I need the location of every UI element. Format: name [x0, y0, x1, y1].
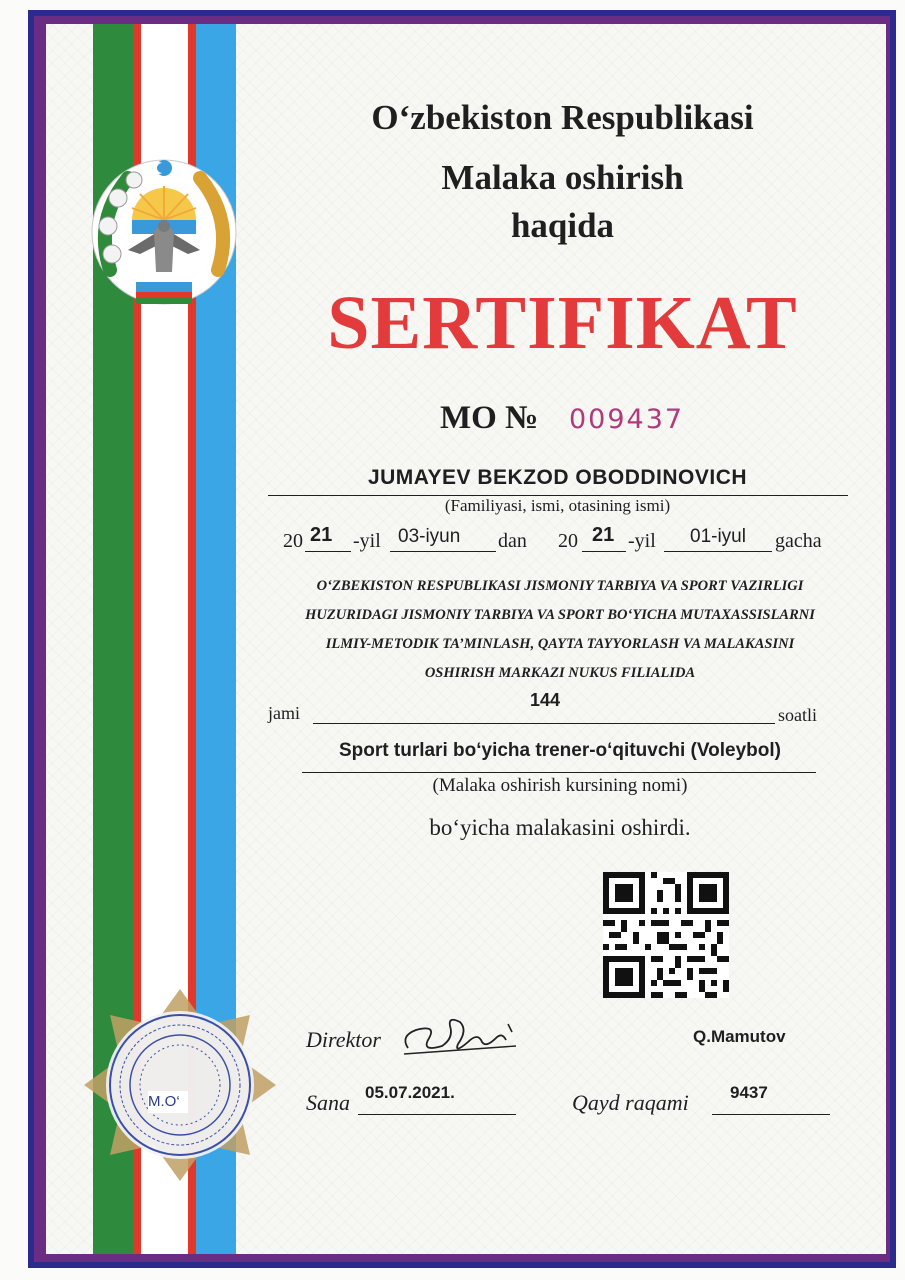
start-year: 21	[310, 524, 333, 546]
course-name: Sport turlari bo‘yicha trener-o‘qituvchi (Voleybol)	[339, 740, 781, 761]
header-line-2: Malaka oshirish	[441, 158, 684, 197]
from-word: dan	[498, 530, 527, 552]
hours-prefix: jami	[268, 703, 300, 723]
hours-suffix: soatli	[778, 705, 817, 725]
series-number: 009437	[569, 404, 685, 435]
date-value: 05.07.2021.	[365, 1083, 455, 1102]
start-date: 03-iyun	[398, 526, 461, 547]
qr-code	[603, 872, 729, 998]
end-year: 21	[592, 524, 615, 546]
start-date-underline	[390, 551, 496, 552]
official-seal-icon	[80, 985, 280, 1185]
series-label: MO №	[440, 400, 539, 436]
course-result: bo‘yicha malakasini oshirdi.	[429, 815, 691, 840]
institution-line-1: O‘ZBEKISTON RESPUBLIKASI JISMONIY TARBIYA VA SPORT VAZIRLIGI	[316, 578, 804, 594]
signature-icon	[398, 1008, 523, 1063]
institution-line-2: HUZURIDAGI JISMONIY TARBIYA VA SPORT BO‘YICHA MUTAXASSISLARNI	[305, 607, 815, 623]
director-label: Direktor	[306, 1027, 381, 1052]
start-century: 20	[283, 530, 303, 552]
registration-label: Qayd raqami	[572, 1090, 689, 1115]
start-year-word: -yil	[353, 530, 381, 552]
name-caption: (Familiyasi, ismi, otasining ismi)	[444, 496, 671, 515]
header-line-3: haqida	[510, 206, 615, 245]
end-date-underline	[664, 551, 772, 552]
course-underline	[302, 772, 816, 773]
start-year-underline	[305, 551, 351, 552]
to-word: gacha	[775, 530, 822, 552]
end-year-word: -yil	[628, 530, 656, 552]
end-year-underline	[582, 551, 626, 552]
registration-underline	[712, 1114, 830, 1115]
registration-value: 9437	[730, 1083, 768, 1102]
state-emblem-icon	[88, 150, 240, 310]
certificate-title: SERTIFIKAT	[327, 281, 798, 365]
end-date: 01-iyul	[690, 526, 746, 547]
date-underline	[358, 1114, 516, 1115]
course-caption: (Malaka oshirish kursining nomi)	[432, 775, 688, 796]
director-name: Q.Mamutov	[693, 1027, 786, 1046]
recipient-name: JUMAYEV BEKZOD OBODDINOVICH	[367, 466, 748, 489]
header-line-1: O‘zbekiston Respublikasi	[371, 98, 754, 137]
end-century: 20	[558, 530, 578, 552]
hours-value: 144	[529, 690, 561, 710]
date-label: Sana	[306, 1090, 350, 1115]
institution-line-3: ILMIY-METODIK TA’MINLASH, QAYTA TAYYORLASH VA MALAKASINI	[325, 636, 795, 652]
institution-line-4: OSHIRISH MARKAZI NUKUS FILIALIDA	[424, 665, 696, 681]
seal-text: M.O‘	[148, 1093, 180, 1110]
hours-underline	[313, 723, 775, 724]
